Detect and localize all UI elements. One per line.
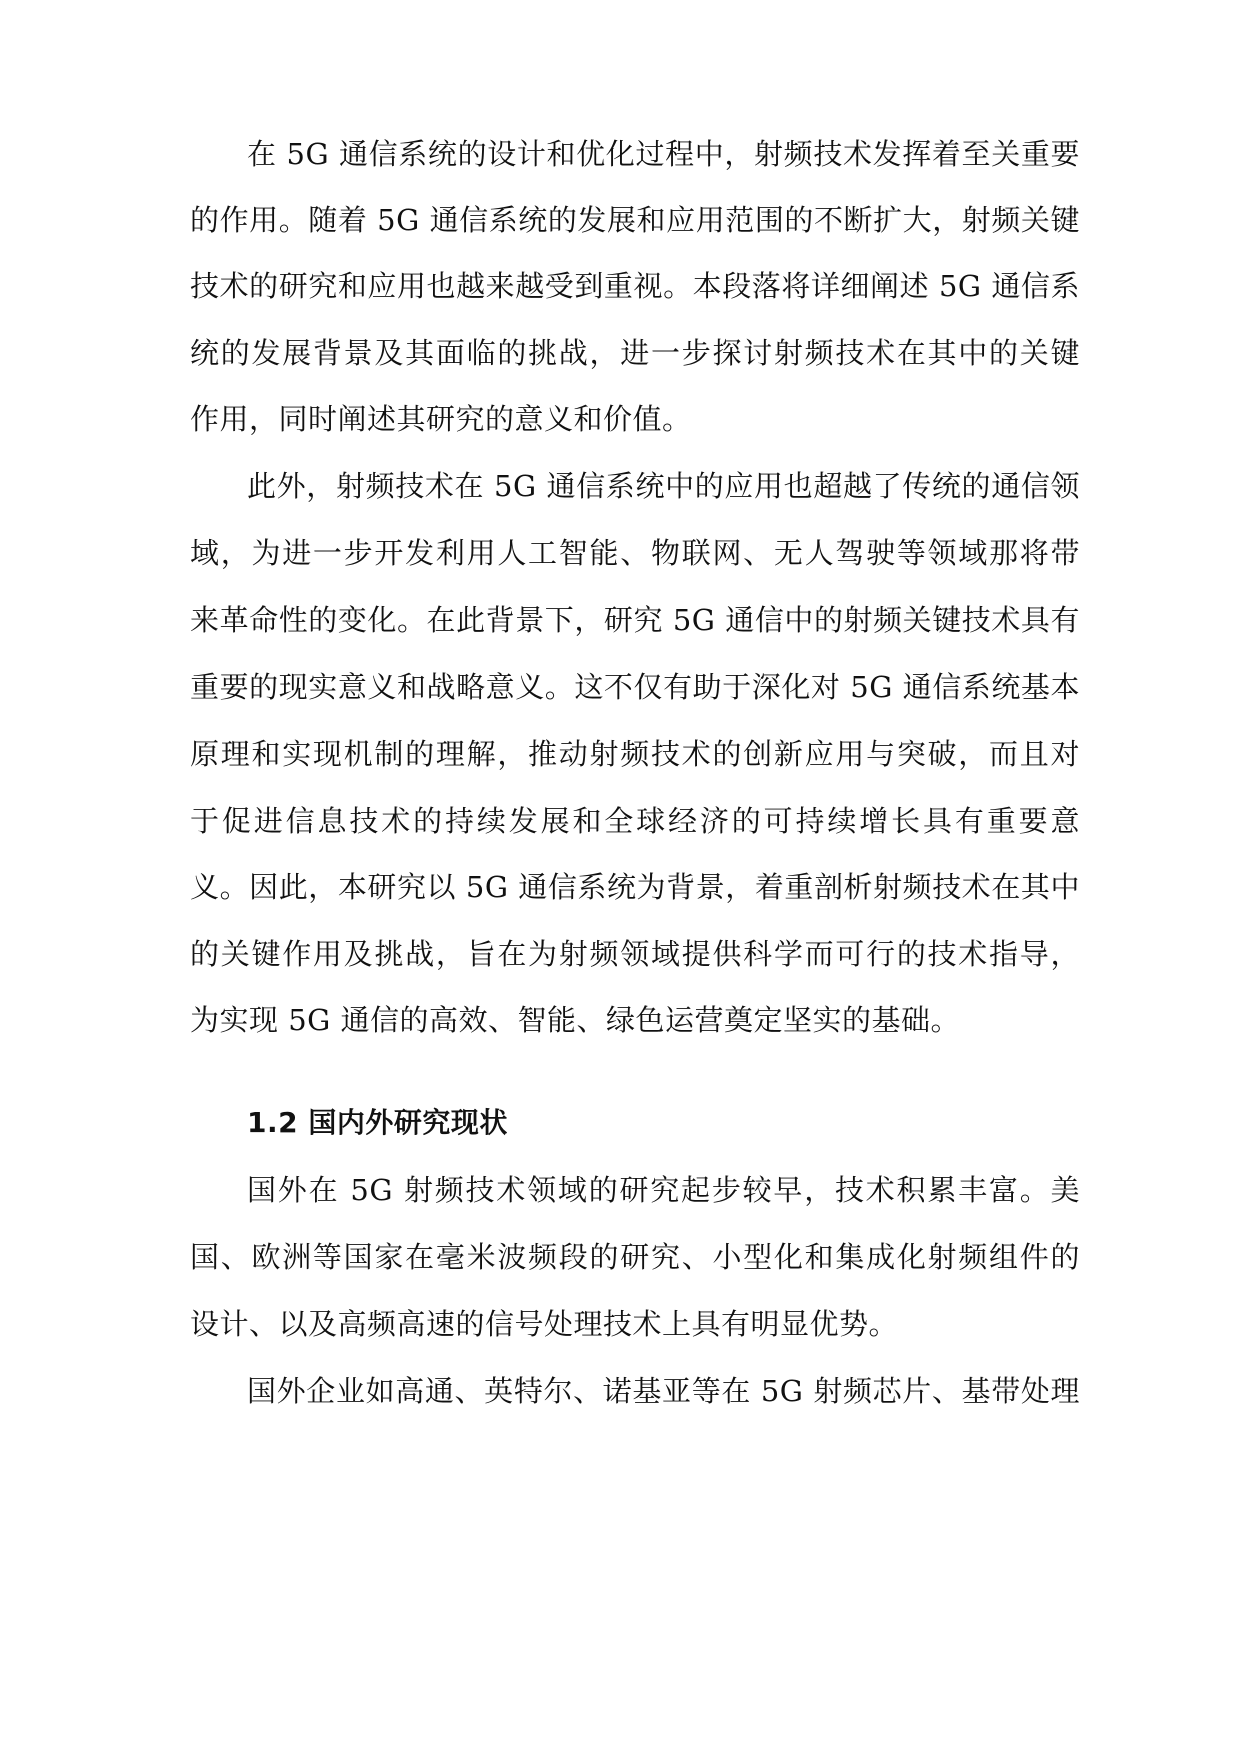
paragraph-4-line-1: 国外企业如高通、英特尔、诺基亚等在 5G 射频芯片、基带处理 <box>247 1374 1080 1408</box>
paragraph-2-line-5: 原理和实现机制的理解，推动射频技术的创新应用与突破，而且对 <box>190 737 1080 771</box>
paragraph-2-line-9: 为实现 5G 通信的高效、智能、绿色运营奠定坚实的基础。 <box>190 1003 961 1037</box>
paragraph-3-line-2: 国、欧洲等国家在毫米波频段的研究、小型化和集成化射频组件的 <box>190 1240 1080 1274</box>
paragraph-1-line-2: 的作用。随着 5G 通信系统的发展和应用范围的不断扩大，射频关键 <box>190 203 1080 237</box>
paragraph-1-line-5: 作用，同时阐述其研究的意义和价值。 <box>190 402 692 436</box>
paragraph-2-line-6: 于促进信息技术的持续发展和全球经济的可持续增长具有重要意 <box>190 804 1080 838</box>
paragraph-1-line-1: 在 5G 通信系统的设计和优化过程中，射频技术发挥着至关重要 <box>247 137 1080 171</box>
paragraph-2-line-7: 义。因此，本研究以 5G 通信系统为背景，着重剖析射频技术在其中 <box>190 870 1080 904</box>
paragraph-2-line-3: 来革命性的变化。在此背景下，研究 5G 通信中的射频关键技术具有 <box>190 603 1080 637</box>
paragraph-1-line-3: 技术的研究和应用也越来越受到重视。本段落将详细阐述 5G 通信系 <box>190 269 1080 303</box>
paragraph-2-line-1: 此外，射频技术在 5G 通信系统中的应用也超越了传统的通信领 <box>247 469 1080 503</box>
section-heading: 1.2 国内外研究现状 <box>247 1106 508 1139</box>
paragraph-2-line-8: 的关键作用及挑战，旨在为射频领域提供科学而可行的技术指导， <box>190 937 1080 971</box>
paragraph-3-line-3: 设计、以及高频高速的信号处理技术上具有明显优势。 <box>190 1307 899 1341</box>
paragraph-1-line-4: 统的发展背景及其面临的挑战，进一步探讨射频技术在其中的关键 <box>190 336 1080 370</box>
paragraph-2-line-2: 域，为进一步开发利用人工智能、物联网、无人驾驶等领域那将带 <box>190 536 1080 570</box>
paragraph-3-line-1: 国外在 5G 射频技术领域的研究起步较早，技术积累丰富。美 <box>247 1173 1080 1207</box>
paragraph-2-line-4: 重要的现实意义和战略意义。这不仅有助于深化对 5G 通信系统基本 <box>190 670 1080 704</box>
